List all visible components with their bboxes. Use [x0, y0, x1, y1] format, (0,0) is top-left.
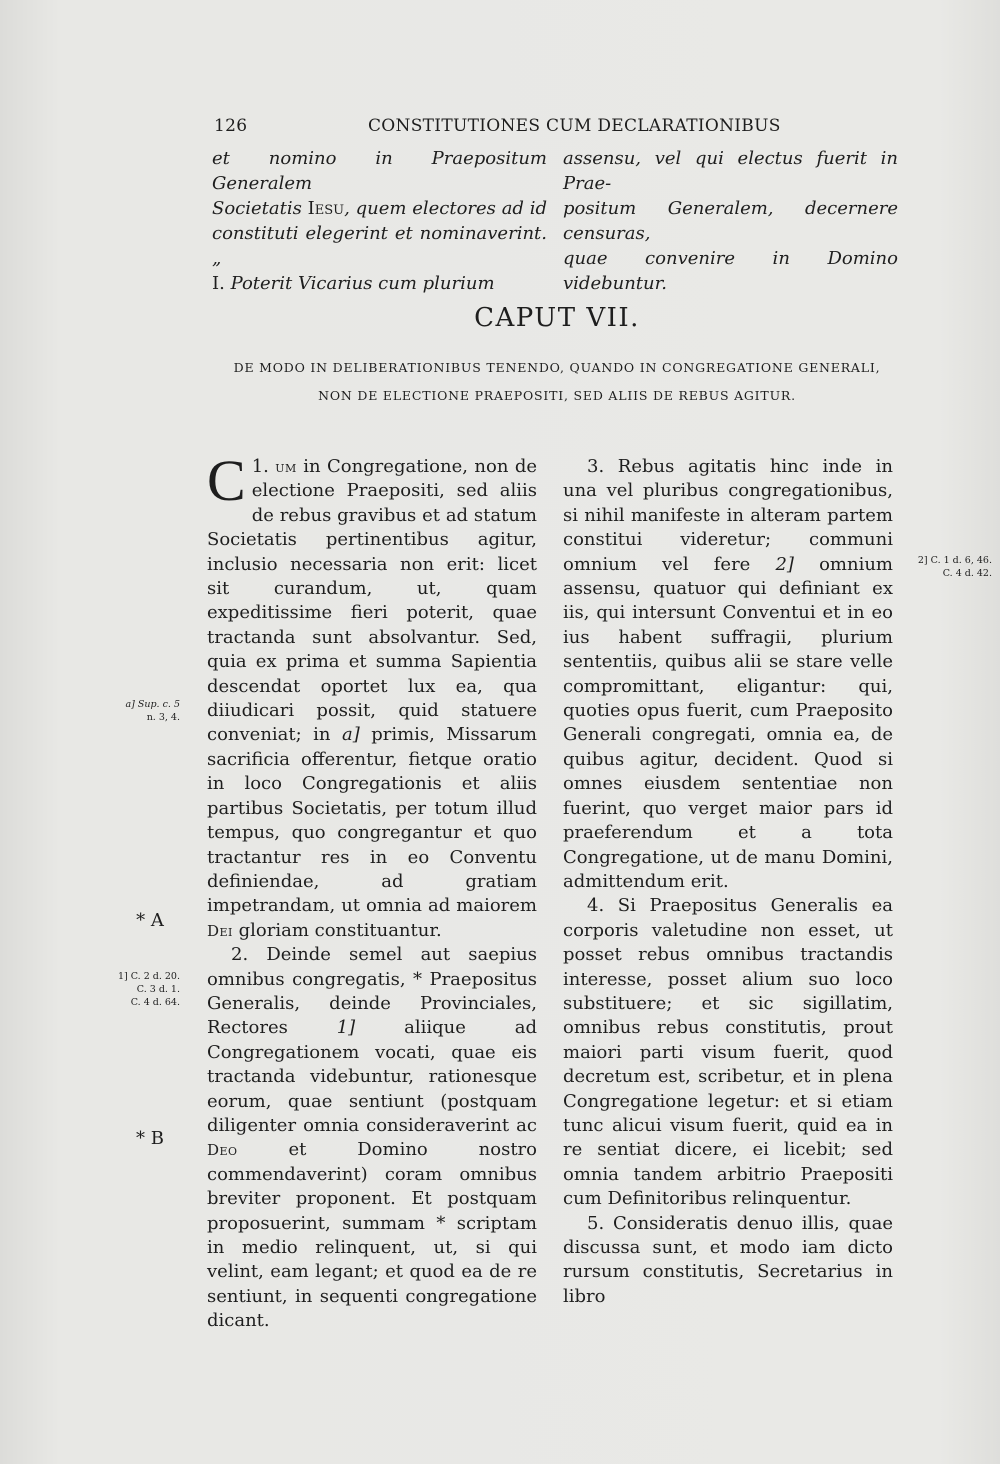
- margin-note-2-line-2: C. 4 d. 42.: [942, 568, 992, 579]
- top-left-line-2-caps: Iesu: [307, 198, 345, 219]
- marker-star-b: * B: [136, 1128, 164, 1149]
- margin-note-1-line-1: 1] C. 2 d. 20.: [117, 971, 180, 982]
- paragraph-2-text-a: 2. Deinde semel aut saepius omnibus congregatis, * Praepositus Generalis, deinde Provinciales, Rectores: [207, 944, 537, 1039]
- footnote-ref-1: 1]: [336, 1017, 356, 1039]
- paragraph-2: [207, 943, 537, 1334]
- paragraph-1: [207, 448, 537, 943]
- margin-note-1-line-3: C. 4 d. 64.: [130, 997, 180, 1008]
- top-left-line-1: et nomino in Praepositum Generalem: [212, 148, 547, 194]
- running-head: [212, 116, 902, 140]
- margin-note-a-line-1: a] Sup. c. 5: [125, 699, 180, 710]
- page-number: 126: [214, 116, 248, 136]
- chapter-subtitle-line-2: NON DE ELECTIONE PRAEPOSITI, SED ALIIS DE REBUS AGITUR.: [318, 388, 796, 403]
- margin-note-1: [70, 970, 180, 1009]
- running-title: CONSTITUTIONES CUM DECLARATIONIBUS: [368, 116, 781, 136]
- top-left-line-3: constituti elegerint et nominaverint. „: [212, 223, 547, 269]
- paragraph-1-smallcaps: um: [275, 458, 297, 476]
- marker-star-a: * A: [136, 910, 164, 931]
- top-left-column: [212, 146, 547, 296]
- paragraph-4: 4. Si Praepositus Generalis ea corporis valetudine non esset, ut posset rebus omnibus tractandis interesse, posset alium suo loco substituere; et sic sigillatim, omnibus rebus constitutis, prout maiori parti visum fuerit, quod decretum est, scribetur, et in plena Congregatione legetur: et si etiam tunc alicui visum fuerit, quid ea in re sentiat dicere, ei licebit; sed omnia tandem arbitrio Praepositi cum Definitoribus relinquentur.: [563, 895, 893, 1210]
- drop-cap: C: [207, 448, 246, 513]
- margin-note-2: [900, 554, 992, 580]
- top-left-line-4-a: I.: [212, 273, 231, 294]
- chapter-title: CAPUT VII.: [474, 303, 640, 333]
- paragraph-2-deo: Deo: [207, 1141, 238, 1160]
- top-left-line-4-b: Poterit Vicarius cum plurium: [230, 273, 495, 294]
- top-right-column: [563, 146, 898, 296]
- paragraph-3: [563, 455, 893, 894]
- paragraph-1-dei: Dei: [207, 921, 233, 940]
- margin-note-a-line-2: n. 3, 4.: [146, 712, 180, 723]
- chapter-subtitle-line-1: DE MODO IN DELIBERATIONIBUS TENENDO, QUANDO IN CONGREGATIONE GENERALI,: [233, 360, 881, 375]
- paragraph-3-text-a: 3. Rebus agitatis hinc inde in una vel pluribus congregationibus, si nihil manifeste in alteram partem constitui videretur; communi omnium vel fere: [563, 456, 893, 575]
- paragraph-3-text-b: omnium assensu, quatuor qui definiant ex iis, qui intersunt Conventui et in eo ius habent suffragii, plurium sententiis, quibus alii se stare velle compromittant, eligantur: qui, quoties opus fuerit, cum Praeposito Generali congregati, omnia ea, de quibus agitur, decident. Quod si omnes eiusdem sententiae non fuerint, quo verget maior pars id praeferendum et a tota Congregatione, ut de manu Domini, admittendum erit.: [563, 553, 894, 892]
- footnote-ref-2: 2]: [775, 553, 794, 575]
- paragraph-1-text-b: primis, Missarum sacrificia offerentur, fietque oratio in loco Congregationis et aliis partibus Societatis, per totum illud tempus, quo congregantur et quo tractantur res in eo Conventu definiendae, ad gratiam impetrandam, ut omnia ad maiorem: [207, 724, 537, 917]
- margin-note-1-line-2: C. 3 d. 1.: [136, 984, 180, 995]
- margin-note-2-line-1: 2] C. 1 d. 6, 46.: [917, 555, 992, 566]
- paragraph-1-number: 1.: [251, 456, 276, 477]
- top-left-line-2-a: Societatis: [212, 198, 308, 219]
- margin-note-a: [70, 698, 180, 724]
- top-left-line-2: [212, 196, 547, 221]
- paragraph-1-text-a: in Congregatione, non de electione Praepositi, sed aliis de rebus gravibus et ad statum Societatis pertinentibus agitur, inclusio necessaria non erit: licet sit curandum, ut, quam expeditissime fieri poterit, quae tractanda sunt absolvantur. Sed, quia ex prima et summa Sapientia descendat oportet lux ea, qua diiudicari possit, quid statuere conveniat; in: [207, 456, 537, 746]
- top-right-line-1: assensu, vel qui electus fuerit in Prae-: [563, 148, 898, 194]
- right-body-column: [563, 455, 893, 1309]
- top-right-line-3: quae convenire in Domino videbuntur.: [563, 248, 898, 294]
- top-left-line-4: [212, 271, 547, 296]
- left-body-column: [207, 448, 537, 1334]
- footnote-ref-a: a]: [341, 724, 360, 746]
- paragraph-5: 5. Consideratis denuo illis, quae discussa sunt, et modo iam dicto rursum constitutis, Secretarius in libro: [563, 1212, 893, 1307]
- paragraph-1-text-c: gloriam constituantur.: [232, 919, 442, 941]
- paragraph-2-text-b: aliique ad Congregationem vocati, quae eis tractanda videbuntur, rationesque eorum, quae sentiunt (postquam diligenter omnia consideraverint ac: [207, 1017, 537, 1136]
- top-left-line-2-b: , quem electores ad id: [344, 198, 548, 219]
- top-right-line-2: positum Generalem, decernere censuras,: [563, 198, 898, 244]
- paragraph-2-text-c: et Domino nostro commendaverint) coram omnibus breviter proponent. Et postquam proposuerint, summam * scriptam in medio relinquent, ut, si qui velint, eam legant; et quod ea de re sentiunt, in sequenti congregatione dicant.: [207, 1139, 537, 1332]
